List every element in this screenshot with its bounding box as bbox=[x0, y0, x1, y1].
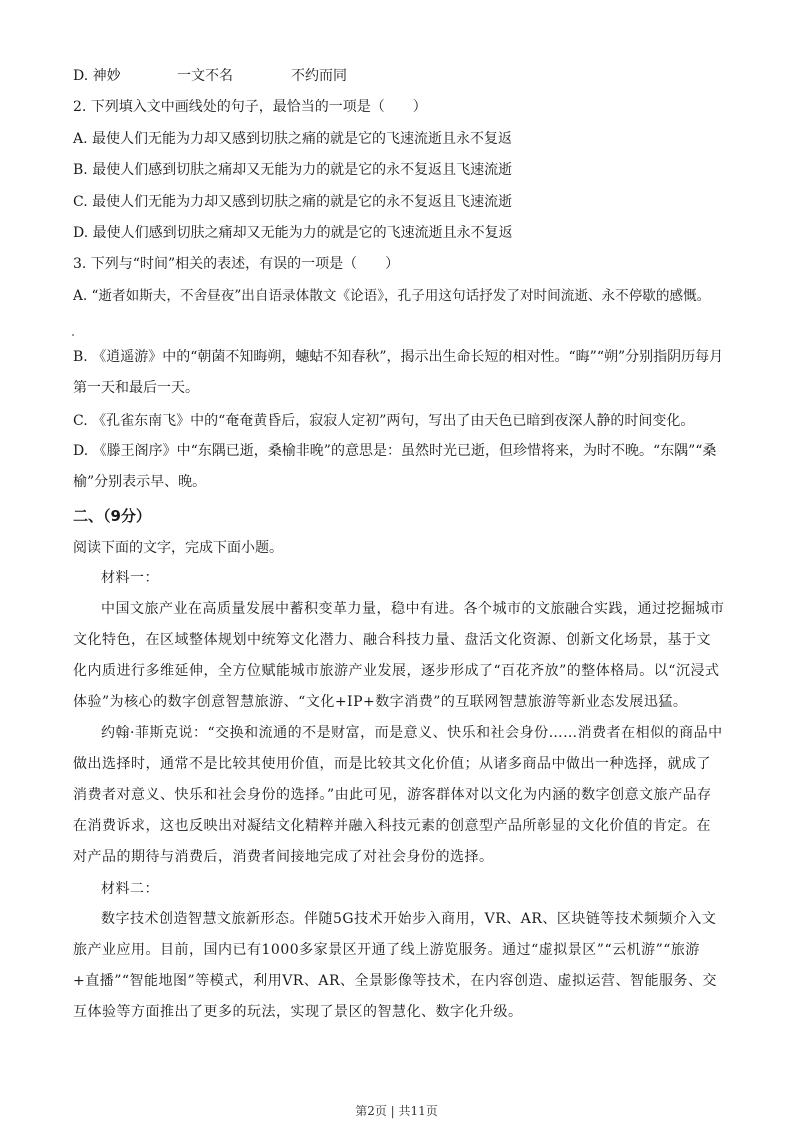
q1-option-d: D. 神妙 一文不名 不约而同 bbox=[73, 68, 347, 84]
q3-option-c: C. 《孔雀东南飞》中的“奄奄黄昏后，寂寂人定初”两句，写出了由天色已暗到夜深人静的时间变化。 bbox=[73, 413, 695, 429]
q2-stem: 2. 下列填入文中画线处的句子，最恰当的一项是（ ） bbox=[73, 99, 427, 115]
q3-stem: 3. 下列与“时间”相关的表述，有误的一项是（ ） bbox=[73, 256, 400, 272]
material-1-label: 材料一： bbox=[101, 570, 159, 586]
q3-option-b: B. 《逍遥游》中的“朝菌不知晦朔，蟪蛄不知春秋”，揭示出生命长短的相对性。“晦”“朔”分别指阴历每月第一天和最后一天。 bbox=[73, 349, 724, 396]
material-2-label: 材料二： bbox=[101, 881, 159, 897]
material-1-paragraph-1: 中国文旅产业在高质量发展中蓄积变革力量，稳中有进。各个城市的文旅融合实践，通过挖掘城市文化特色，在区域整体规划中统筹文化潜力、融合科技力量、盘活文化资源、创新文化场景，基于文化内质进行多维延伸，全方位赋能城市旅游产业发展，逐步形成了“百花齐放”的整体格局。以“沉浸式体验”为核心的数字创意智慧旅游、“文化+IP+数字消费”的互联网智慧旅游等新业态发展迅猛。 bbox=[73, 601, 725, 710]
q2-option-a: A. 最使人们无能为力却又感到切肤之痛的就是它的飞速流逝且永不复返 bbox=[73, 131, 513, 147]
section-heading: 二、（9分） bbox=[73, 507, 151, 525]
page-footer: 第2页 | 共11页 bbox=[355, 1104, 438, 1118]
material-1-paragraph-2: 约翰·菲斯克说：“交换和流通的不是财富，而是意义、快乐和社会身份……消费者在相似的商品中做出选择时，通常不是比较其使用价值，而是比较其文化价值；从诸多商品中做出一种选择，就成了消费者对意义、快乐和社会身份的选择。”由此可见，游客群体对以文化为内涵的数字创意文旅产品存在消费诉求，这也反映出对凝结文化精粹并融入科技元素的创意型产品所彰显的文化价值的肯定。在对产品的期待与消费后，消费者间接地完成了对社会身份的选择。 bbox=[73, 725, 723, 865]
q2-option-d: D. 最使人们感到切肤之痛却又无能为力的就是它的飞速流逝且永不复返 bbox=[73, 225, 513, 241]
stray-mark bbox=[72, 334, 74, 336]
q3-option-d: D. 《滕王阁序》中“东隅已逝，桑榆非晚”的意思是：虽然时光已逝，但珍惜将来，为时不晚。“东隅”“桑榆”分别表示早、晚。 bbox=[73, 443, 717, 490]
q2-option-c: C. 最使人们无能为力却又感到切肤之痛的就是它的永不复返且飞速流逝 bbox=[73, 194, 513, 210]
q2-option-b: B. 最使人们感到切肤之痛却又无能为力的就是它的永不复返且飞速流逝 bbox=[73, 162, 513, 178]
material-2-paragraph-1: 数字技术创造智慧文旅新形态。伴随5G技术开始步入商用，VR、AR、区块链等技术频频介入文旅产业应用。目前，国内已有1000多家景区开通了线上游览服务。通过“虚拟景区”“云机游”“旅游+直播”“智能地图”等模式，利用VR、AR、全景影像等技术，在内容创造、虚拟运营、智能服务、交互体验等方面推出了更多的玩法，实现了景区的智慧化、数字化升级。 bbox=[73, 911, 718, 1020]
section-intro: 阅读下面的文字，完成下面小题。 bbox=[73, 540, 283, 556]
q3-option-a: A. “逝者如斯夫，不舍昼夜”出自语录体散文《论语》，孔子用这句话抒发了对时间流逝、永不停歇的感慨。 bbox=[73, 288, 711, 304]
